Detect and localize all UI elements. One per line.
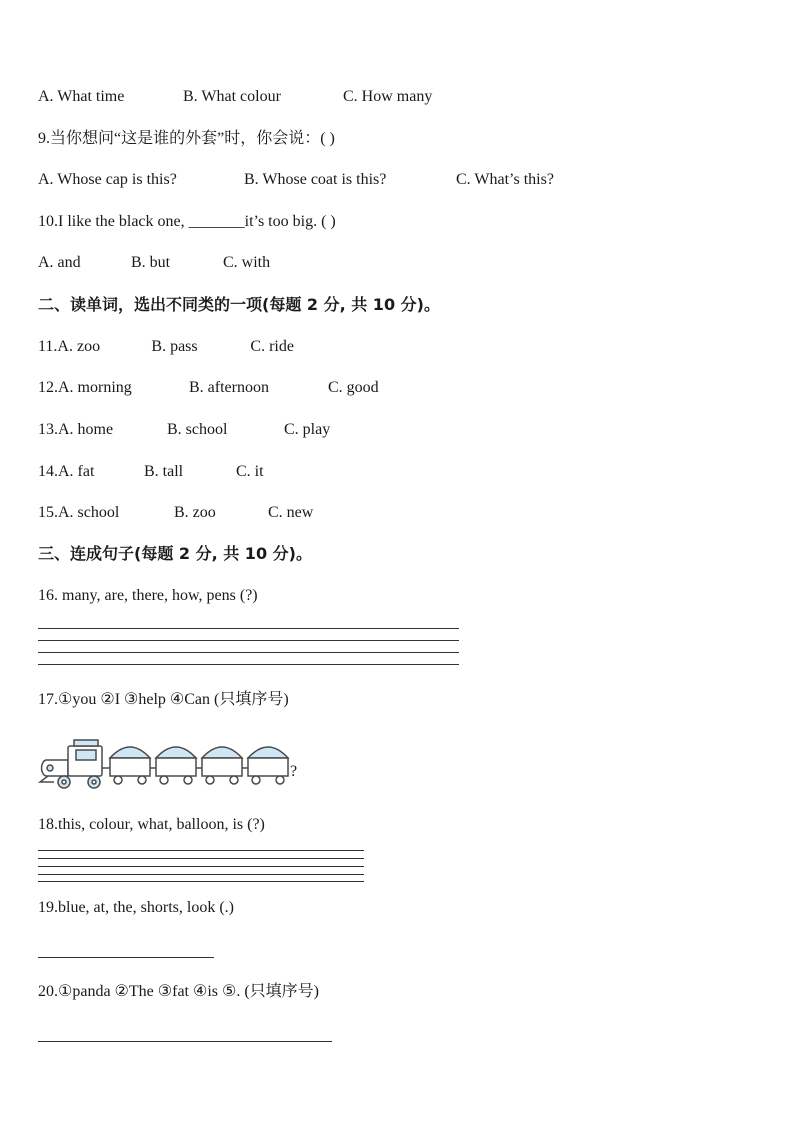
q16-answer-line-1[interactable] <box>38 628 459 629</box>
q10-options-row <box>38 253 270 273</box>
q14-number: 14. <box>38 463 58 480</box>
q12-row <box>38 378 379 398</box>
wagon-4 <box>248 747 288 784</box>
q17-prompt: 17.①you ②I ③help ④Can (只填序号) <box>38 691 289 708</box>
q15-option-a[interactable]: A. school <box>58 504 120 521</box>
q13-number: 13. <box>38 421 58 438</box>
q13-option-a[interactable]: A. home <box>58 421 114 438</box>
q16-answer-line-3[interactable] <box>38 652 459 653</box>
q15-number: 15. <box>38 504 58 521</box>
q19-prompt: 19.blue, at, the, shorts, look (.) <box>38 899 234 916</box>
q15-option-b[interactable]: B. zoo <box>174 504 216 521</box>
q9-stem: 9.当你想问“这是谁的外套”时，你会说：( ) <box>38 130 335 147</box>
q16-prompt: 16. many, are, there, how, pens (?) <box>38 587 258 604</box>
q13-option-c[interactable]: C. play <box>284 421 331 438</box>
q14-row <box>38 462 264 482</box>
train-answer-illustration <box>38 738 308 799</box>
train-question-mark: ? <box>290 763 298 780</box>
q15-row <box>38 503 313 523</box>
q12-number: 12. <box>38 379 58 396</box>
q9-options-row <box>38 170 554 190</box>
q9-option-a[interactable]: A. Whose cap is this? <box>38 171 177 188</box>
q8-options-row <box>38 87 432 107</box>
section2-heading: 二、读单词，选出不同类的一项(每题 2 分, 共 10 分)。 <box>38 295 440 314</box>
q11-option-c[interactable]: C. ride <box>250 338 294 355</box>
q10-option-a[interactable]: A. and <box>38 254 81 271</box>
q18-answer-line-4[interactable] <box>38 874 364 875</box>
q18-answer-line-1[interactable] <box>38 850 364 851</box>
q12-option-c[interactable]: C. good <box>328 379 379 396</box>
q11-number: 11. <box>38 338 58 355</box>
q18-answer-line-2[interactable] <box>38 858 364 859</box>
q18-answer-line-5[interactable] <box>38 881 364 882</box>
q18-prompt: 18.this, colour, what, balloon, is (?) <box>38 816 265 833</box>
train-image <box>38 738 308 794</box>
q13-row <box>38 420 330 440</box>
q16-answer-line-2[interactable] <box>38 640 459 641</box>
q10-option-b[interactable]: B. but <box>131 254 171 271</box>
q12-option-b[interactable]: B. afternoon <box>189 379 269 396</box>
q20-prompt: 20.①panda ②The ③fat ④is ⑤. (只填序号) <box>38 983 320 1000</box>
section3-heading: 三、连成句子(每题 2 分, 共 10 分)。 <box>38 544 312 563</box>
q9-option-b[interactable]: B. Whose coat is this? <box>244 171 387 188</box>
q19-answer-line[interactable] <box>38 957 214 958</box>
q9-option-c[interactable]: C. What’s this? <box>456 171 554 188</box>
q10-option-c[interactable]: C. with <box>223 254 271 271</box>
locomotive <box>40 740 110 788</box>
q12-option-a[interactable]: A. morning <box>58 379 132 396</box>
q15-option-c[interactable]: C. new <box>268 504 314 521</box>
q11-option-a[interactable]: A. zoo <box>57 338 101 355</box>
q13-option-b[interactable]: B. school <box>167 421 228 438</box>
q14-option-a[interactable]: A. fat <box>58 463 95 480</box>
q18-answer-line-3[interactable] <box>38 866 364 867</box>
q11-row <box>38 337 294 357</box>
q8-option-c[interactable]: C. How many <box>343 88 433 105</box>
q8-option-a[interactable]: A. What time <box>38 88 125 105</box>
q11-option-b[interactable]: B. pass <box>151 338 198 355</box>
q8-option-b[interactable]: B. What colour <box>183 88 281 105</box>
wagon-2 <box>156 747 202 784</box>
q10-stem: 10.I like the black one, _______it’s too big. ( ) <box>38 213 336 230</box>
wagon-1 <box>110 747 156 784</box>
q20-answer-line[interactable] <box>38 1041 332 1042</box>
q14-option-b[interactable]: B. tall <box>144 463 184 480</box>
q14-option-c[interactable]: C. it <box>236 463 264 480</box>
wagon-3 <box>202 747 248 784</box>
q16-answer-line-4[interactable] <box>38 664 459 665</box>
